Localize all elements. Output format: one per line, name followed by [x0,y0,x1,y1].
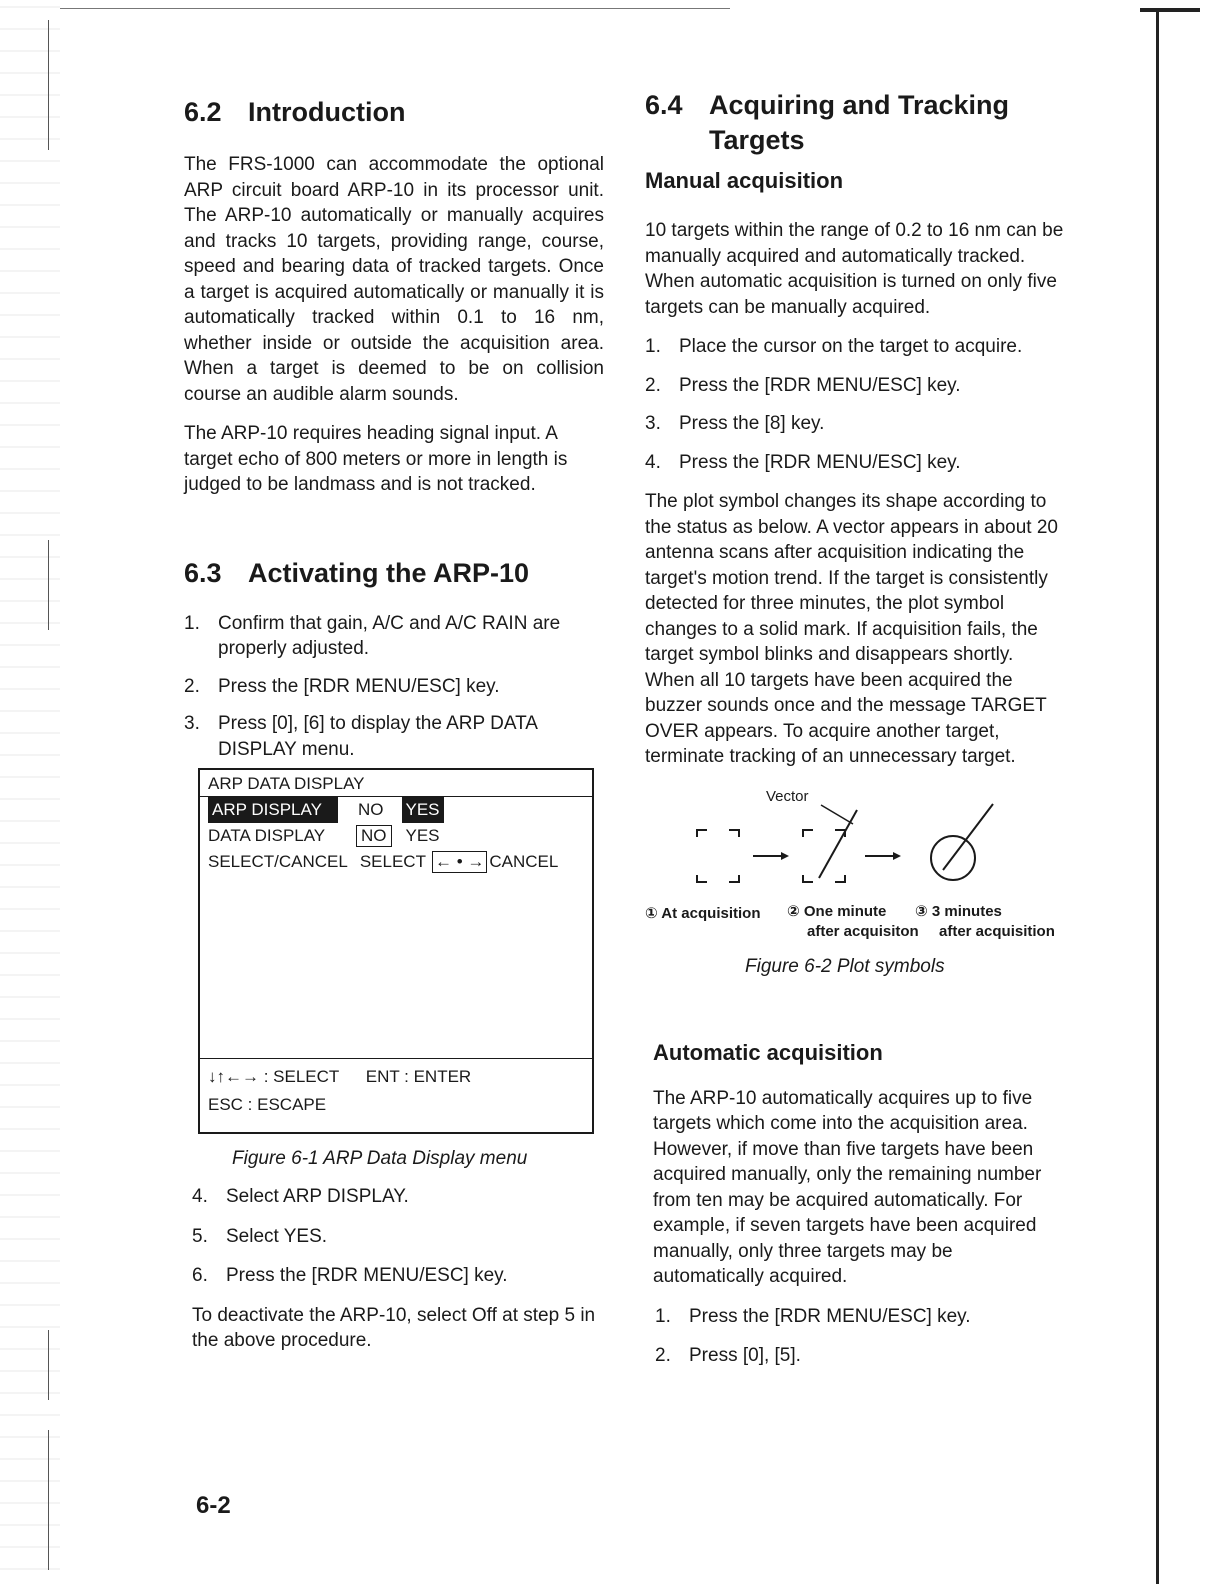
toggle-arrows[interactable]: ← • → [432,851,487,873]
section-6-2-heading [184,95,604,130]
auto-steps [655,1304,1065,1369]
section-6-4-heading [645,88,1065,158]
automatic-acquisition-heading: Automatic acquisition [653,1039,883,1065]
scan-left-mark [48,1330,49,1400]
footer-line-1 [208,1063,584,1091]
select-cancel-label[interactable]: SELECT/CANCEL [208,852,348,872]
list-item: 1. Confirm that gain, A/C and A/C RAIN are properly adjusted. [184,612,561,660]
select-option[interactable]: SELECT [359,852,426,872]
scan-left-mark [48,1430,49,1570]
page-number: 6-2 [196,1492,231,1519]
section-6-3-heading [184,556,604,591]
stage-label-1: ① At acquisition [645,904,761,922]
manual-acquisition-heading: Manual acquisition [645,168,844,194]
list-item: 5. Select YES. [192,1225,328,1247]
list-item: 2. Press the [RDR MENU/ESC] key. [184,675,500,697]
scan-left-mark [48,20,49,150]
scan-right-cap [1140,8,1200,12]
data-display-yes[interactable]: YES [405,826,440,846]
section-number: 6.4 [645,90,683,120]
arrow-head-1 [781,852,789,860]
stage-label-3: ③ 3 minutes after acquisition [915,902,1055,940]
manual-steps [645,334,1065,475]
figure-6-1-caption: Figure 6-1 ARP Data Display menu [232,1148,528,1170]
deactivate-paragraph: To deactivate the ARP-10, select Off at step 5 in the above procedure. [192,1304,596,1352]
section-number: 6.3 [184,557,222,588]
vector-line-1 [819,810,857,878]
left-column [184,95,604,1354]
menu-row-arp-display[interactable] [200,797,592,823]
footer-select-hint: ↓↑←→ : SELECT [208,1067,339,1087]
menu-row-select-cancel[interactable] [200,849,592,875]
cancel-option[interactable]: CANCEL [489,852,559,872]
section-title: Introduction [248,97,406,127]
scan-left-margin [0,0,60,1584]
section-number: 6.2 [184,97,222,127]
list-item: 6. Press the [RDR MENU/ESC] key. [192,1265,508,1287]
data-display-no[interactable]: NO [356,825,392,847]
arrow-head-2 [893,852,901,860]
list-item: 3. Press [0], [6] to display the ARP DATA DISPLAY menu. [184,713,537,760]
footer-escape-hint: ESC : ESCAPE [208,1095,327,1115]
menu-title: ARP DATA DISPLAY [200,770,592,797]
stage-label-2: ② One minute after acquisiton [787,902,919,940]
vector-label: Vector [766,787,809,805]
list-item: 4. Press the [RDR MENU/ESC] key. [645,451,961,473]
list-item: 2. Press the [RDR MENU/ESC] key. [645,374,961,396]
right-column [645,88,1065,1369]
auto-paragraph-1: The ARP-10 automatically acquires up to five targets which come into the acquisition area. However, if move than five targets have been acquired manually, only the remaining number from ten may be acquired automatically. For example, if seven targets have been acquired manually, only three targets may be automatically acquired. [653,1087,1042,1288]
list-item: 4. Select ARP DISPLAY. [192,1186,409,1208]
manual-paragraph-1: 10 targets within the range of 0.2 to 16 nm can be manually acquired and automatically tracked. When automatic acquisition is turned on only five targets can be manually acquired. [645,220,1064,318]
list-item: 1. Press the [RDR MENU/ESC] key. [655,1305,971,1327]
activation-steps [184,611,604,763]
list-item: 1. Place the cursor on the target to acquire. [645,336,1023,358]
section-title: Activating the ARP-10 [248,557,530,588]
activation-steps-continued [192,1184,604,1289]
menu-row-data-display[interactable] [200,823,592,849]
vector-pointer [821,805,853,824]
figure-6-2 [645,780,1065,977]
scan-right-line [1156,10,1159,1584]
acquired-symbol [697,830,739,882]
manual-paragraph-2: The plot symbol changes its shape according to the status as below. A vector appears in about 20 antenna scans after acquisition indicating the target's motion trend. If the target is consistently detected for three minutes, the plot symbol changes to a solid mark. If acquisition fails, the target symbol blinks and disappears shortly. When all 10 targets have been acquired the buzzer sounds once and the message TARGET OVER appears. To acquire another target, terminate tracking of an unnecessary target. [645,491,1058,768]
section-title-line-2: Targets [709,125,805,156]
arp-display-no[interactable]: NO [358,800,384,820]
figure-6-2-caption: Figure 6-2 Plot symbols [745,955,945,977]
scan-top-line [30,8,730,9]
scan-right-edge [1140,0,1224,1584]
section-title-line-1: Acquiring and Tracking [709,90,1010,120]
one-minute-symbol [803,830,845,882]
arp-display-label[interactable]: ARP DISPLAY [208,797,338,823]
arp-data-display-menu [198,768,594,1134]
arp-display-yes[interactable]: YES [402,797,444,823]
list-item: 2. Press [0], [5]. [655,1345,801,1367]
plot-symbols-diagram [645,780,1065,905]
menu-footer [200,1058,592,1132]
scan-left-mark [48,540,49,630]
list-item: 3. Press the [8] key. [645,413,825,435]
data-display-label[interactable]: DATA DISPLAY [208,826,326,846]
intro-paragraph-2: The ARP-10 requires heading signal input. A target echo of 800 meters or more in length is judged to be landmass and is not tracked. [184,423,568,496]
intro-paragraph-1: The FRS-1000 can accommodate the optional ARP circuit board ARP-10 in its processor unit. The ARP-10 automatically or manually acquires and tracks 10 targets, providing range, course, speed and bearing data of tracked targets. Once a target is acquired automatically or manually it is automatically tracked within 0.1 to 16 nm, whether inside or outside the acquisition area. When a target is deemed to be on collision course an audible alarm sounds. [184,154,604,405]
footer-enter-hint: ENT : ENTER [365,1067,472,1087]
